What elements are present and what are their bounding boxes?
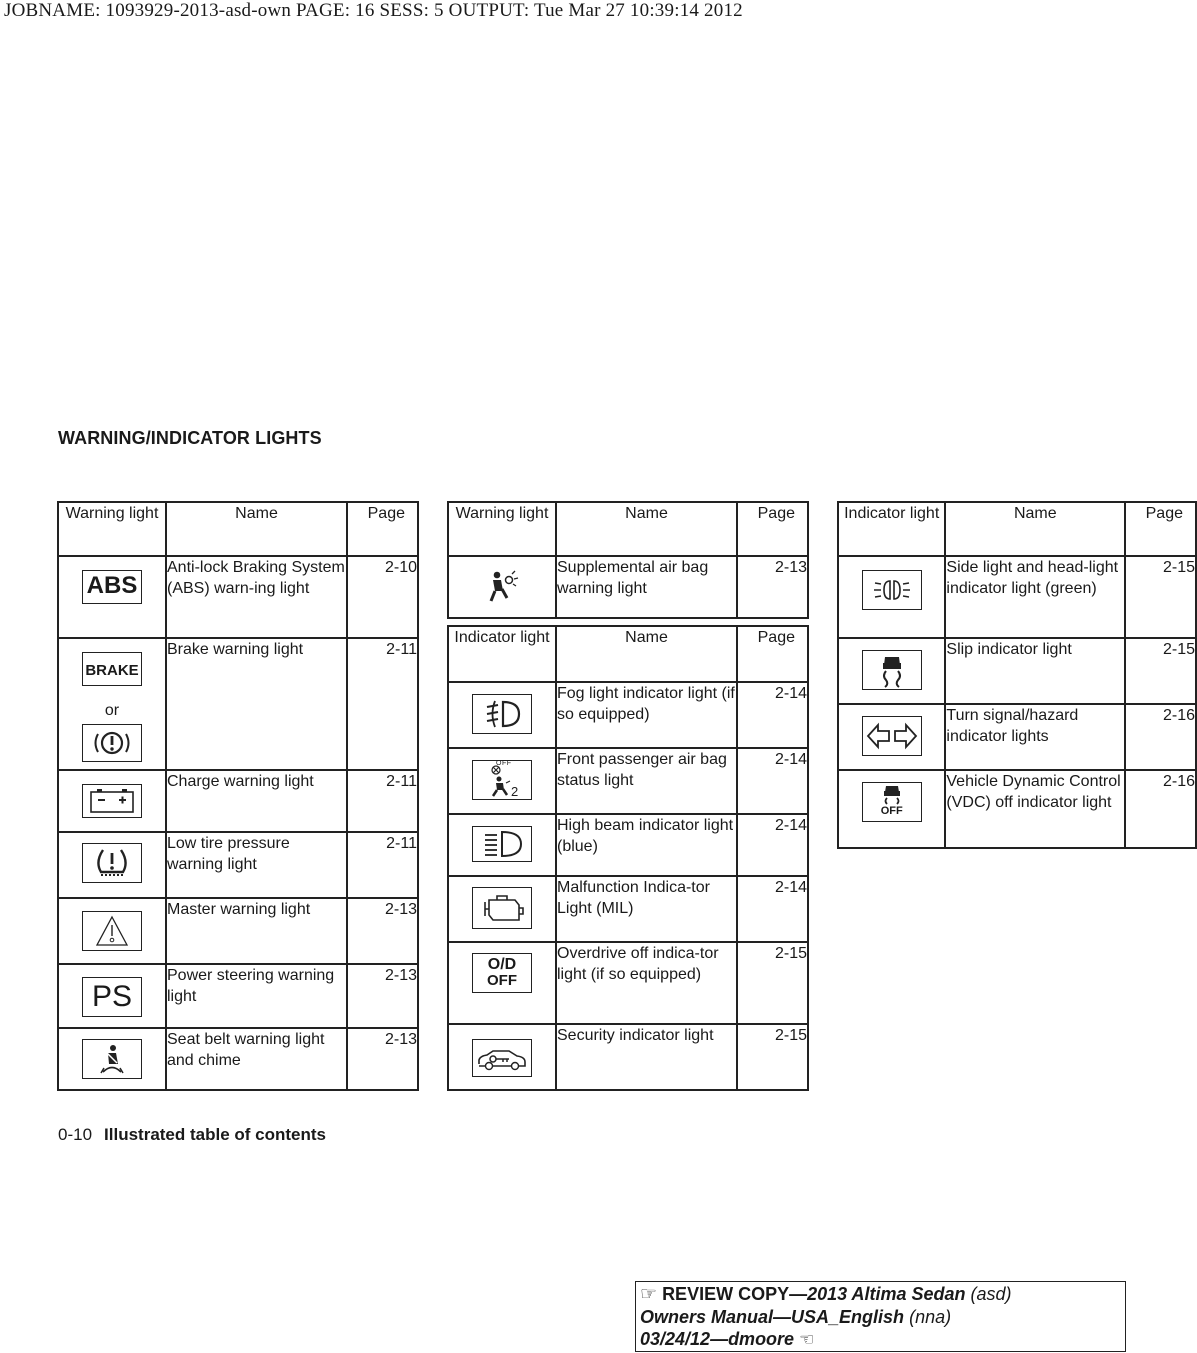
light-page: 2-15 [1125,556,1196,638]
light-name: Seat belt warning light and chime [166,1028,347,1090]
page-number: 0-10 [58,1125,93,1144]
pointing-hand-icon: ☞ [640,1284,658,1305]
review-model: 2013 Altima Sedan [807,1284,966,1304]
table-row [58,1028,418,1090]
table-row [448,814,808,876]
light-name: Master warning light [166,898,347,964]
review-language-code: (nna) [909,1307,952,1327]
light-name: Slip indicator light [945,638,1125,704]
light-page: 2-10 [347,556,418,638]
light-name: Supplemental air bag warning light [556,556,737,618]
light-name: Fog light indicator light (if so equipped) [556,682,737,748]
light-name: Front passenger air bag status light [556,748,737,814]
light-name: Security indicator light [556,1024,737,1090]
header-light: Indicator light [838,502,945,556]
indicator-lights-table-3 [837,501,1197,849]
table-row [58,964,418,1028]
light-page: 2-15 [737,1024,808,1090]
header-name: Name [166,502,347,556]
vdc-off-icon: OFF [862,782,922,822]
light-page: 2-15 [737,942,808,1024]
light-page: 2-13 [347,1028,418,1090]
header-light: Warning light [58,502,166,556]
table-row [58,832,418,898]
table-row [838,638,1196,704]
engine-icon [472,887,532,929]
review-model-code: (asd) [970,1284,1012,1304]
light-name: Anti-lock Braking System (ABS) warn-ing light [166,556,347,638]
light-page: 2-16 [1125,770,1196,848]
table-row [448,876,808,942]
pointing-hand-left-icon: ☜ [799,1330,815,1349]
light-name: Side light and head-light indicator light (green) [945,556,1125,638]
table-row [448,682,808,748]
table-row [58,638,418,770]
warning-lights-table-2 [447,501,809,1091]
header-page: Page [737,626,808,682]
table-row [448,1024,808,1090]
page-footer [58,1125,326,1145]
light-name: High beam indicator light (blue) [556,814,737,876]
turn-signal-icon [862,716,922,756]
brake-circle-icon [82,724,142,762]
fog-light-icon [472,694,532,734]
job-header: JOBNAME: 1093929-2013-asd-own PAGE: 16 SESS: 5 OUTPUT: Tue Mar 27 10:39:14 2012 [4,0,743,21]
light-page: 2-14 [737,748,808,814]
abs-icon: ABS [82,570,142,604]
table-row [448,748,808,814]
light-page: 2-13 [347,898,418,964]
light-page: 2-14 [737,814,808,876]
light-page: 2-13 [737,556,808,618]
master-warning-icon [82,911,142,951]
light-name: Power steering warning light [166,964,347,1028]
light-page: 2-11 [347,638,418,770]
brake-icon: BRAKE [82,652,142,686]
table-row [448,942,808,1024]
table-row [838,704,1196,770]
side-light-icon [862,570,922,610]
svg-text:2: 2 [511,784,519,799]
table-row [838,770,1196,848]
light-page: 2-11 [347,832,418,898]
header-name: Name [556,626,737,682]
overdrive-off-icon: O/D OFF [472,953,532,993]
warning-lights-table-1 [57,501,419,1091]
light-page: 2-16 [1125,704,1196,770]
review-label: REVIEW COPY— [662,1284,808,1304]
battery-icon [82,784,142,818]
table-row [58,770,418,832]
header-page: Page [347,502,418,556]
header-name: Name [945,502,1125,556]
light-name: Brake warning light [166,638,347,770]
footer-title: Illustrated table of contents [104,1125,327,1144]
airbag-icon [472,567,532,605]
light-page: 2-15 [1125,638,1196,704]
review-copy-box [635,1281,1126,1352]
section-title: WARNING/INDICATOR LIGHTS [58,428,322,448]
seat-belt-icon [82,1039,142,1079]
light-name: Low tire pressure warning light [166,832,347,898]
header-light: Indicator light [448,626,556,682]
table-row [58,556,418,638]
light-name: Overdrive off indica-tor light (if so equipped) [556,942,737,1024]
review-manual: Owners Manual—USA_English [640,1307,905,1327]
tire-pressure-icon [82,843,142,883]
light-name: Vehicle Dynamic Control (VDC) off indicator light [945,770,1125,848]
light-page: 2-13 [347,964,418,1028]
header-light: Warning light [448,502,556,556]
table-row [448,556,808,618]
review-date-author: 03/24/12—dmoore [640,1329,795,1349]
or-label: or [104,702,120,719]
header-page: Page [1125,502,1196,556]
light-page: 2-14 [737,876,808,942]
header-name: Name [556,502,737,556]
table-row [58,898,418,964]
table-row [838,556,1196,638]
light-name: Charge warning light [166,770,347,832]
header-page: Page [737,502,808,556]
light-name: Turn signal/hazard indicator lights [945,704,1125,770]
high-beam-icon [472,826,532,862]
light-name: Malfunction Indica-tor Light (MIL) [556,876,737,942]
security-icon [472,1039,532,1077]
slip-icon [862,650,922,690]
light-page: 2-11 [347,770,418,832]
power-steering-icon: PS [82,977,142,1017]
light-page: 2-14 [737,682,808,748]
passenger-airbag-icon: 2 OFF [472,760,532,800]
